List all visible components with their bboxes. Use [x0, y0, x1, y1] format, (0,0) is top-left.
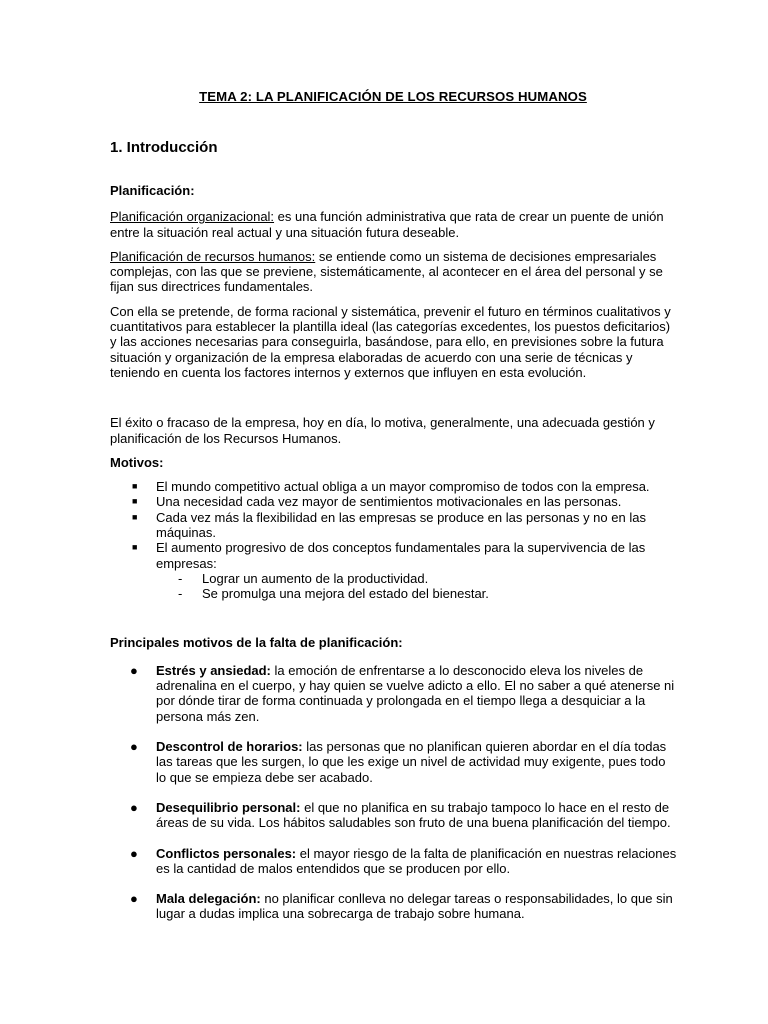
list-item: ● Desequilibrio personal: el que no planifica en su trabajo tampoco lo hace en el resto de áreas de su vida. Los hábitos saludables son fruto de una buena planificación del tiempo. — [130, 799, 671, 831]
list-item: ● Descontrol de horarios: las personas que no planifican quieren abordar en el día todas las tareas que les surgen, lo que les exige un nivel de actividad muy exigente, pues todo lo que se empieza debe ser acabado. — [130, 739, 667, 785]
planificacion-heading: Planificación: — [110, 183, 195, 198]
square-bullet-icon: ■ — [132, 511, 138, 522]
paragraph: Con ella se pretende, de forma racional y sistemática, prevenir el futuro en términos cualitativos y cuantitativos para establecer la plantilla ideal (las categorías excedentes, los puestos deficitarios) y las acciones necesarias para conseguirla, basándose, para ello, en previsiones sobre la futura situación y organización de la empresa elaboradas de acuerdo con una serie de técnicas y teniendo en cuenta los factores internos y externos que influyen en esta evolución. — [110, 303, 671, 380]
list-item: ● Conflictos personales: el mayor riesgo de la falta de planificación en nuestras relaciones es la cantidad de malos entendidos que se producen por ello. — [130, 845, 677, 876]
list-item: ■ Una necesidad cada vez mayor de sentimientos motivacionales en las personas. — [132, 494, 622, 510]
falta-heading: Principales motivos de la falta de planificación: — [110, 634, 403, 650]
list-item: ■ Cada vez más la flexibilidad en las empresas se produce en las personas y no en las máquinas. — [132, 509, 646, 541]
definition-text: se entiende como un sistema de decisiones empresariales complejas, con las que se previene, sistemáticamente, al acontecer en el área del personal y se fijan sus directrices fundamentales. — [110, 248, 663, 295]
dot-bullet-icon: ● — [130, 662, 138, 678]
square-bullet-icon: ■ — [132, 496, 138, 507]
list-item: - Lograr un aumento de la productividad. — [178, 570, 429, 586]
document-title: TEMA 2: LA PLANIFICACIÓN DE LOS RECURSOS HUMANOS — [199, 89, 587, 104]
dash-bullet-icon: - — [178, 570, 183, 586]
dot-bullet-icon: ● — [130, 891, 138, 907]
list-item: ● Estrés y ansiedad: la emoción de enfrentarse a lo desconocido eleva los niveles de adrenalina en el cuerpo, y hay quien se vuelve adicto a ello. El no saber a qué atenerse ni por dónde tirar de forma continuada y prolongada en el tiempo llega a desquiciar a la persona más zen. — [130, 662, 675, 724]
dash-bullet-icon: - — [178, 586, 183, 602]
document-body — [110, 183, 678, 922]
definition-organizacional — [110, 209, 678, 240]
section-heading: 1. Introducción — [110, 139, 218, 156]
motivos-list — [110, 479, 678, 571]
definition-text: es una función administrativa que rata de crear un puente de unión entre la situación real actual y una situación futura deseable. — [110, 209, 664, 240]
definition-term: Planificación organizacional: — [110, 209, 275, 225]
dot-bullet-icon: ● — [130, 799, 138, 815]
motivos-heading: Motivos: — [110, 454, 164, 470]
square-bullet-icon: ■ — [132, 481, 138, 492]
paragraph: El éxito o fracaso de la empresa, hoy en día, lo motiva, generalmente, una adecuada gestión y planificación de los Recursos Humanos. — [110, 415, 655, 446]
list-item: - Se promulga una mejora del estado del bienestar. — [178, 586, 489, 602]
dot-bullet-icon: ● — [130, 845, 138, 861]
falta-list — [110, 663, 678, 922]
list-item: ■ El mundo competitivo actual obliga a un mayor compromiso de todos con la empresa. — [132, 479, 650, 495]
sub-motivos-list — [110, 571, 678, 602]
list-item: ■ El aumento progresivo de dos conceptos fundamentales para la supervivencia de las empresas: — [132, 540, 646, 571]
dot-bullet-icon: ● — [130, 739, 138, 755]
list-item: ● Mala delegación: no planificar conlleva no delegar tareas o responsabilidades, lo que sin lugar a dudas implica una sobrecarga de trabajo sobre humana. — [130, 891, 673, 922]
definition-rrhh — [110, 249, 678, 295]
definition-term: Planificación de recursos humanos: — [110, 248, 316, 264]
square-bullet-icon: ■ — [132, 542, 138, 553]
